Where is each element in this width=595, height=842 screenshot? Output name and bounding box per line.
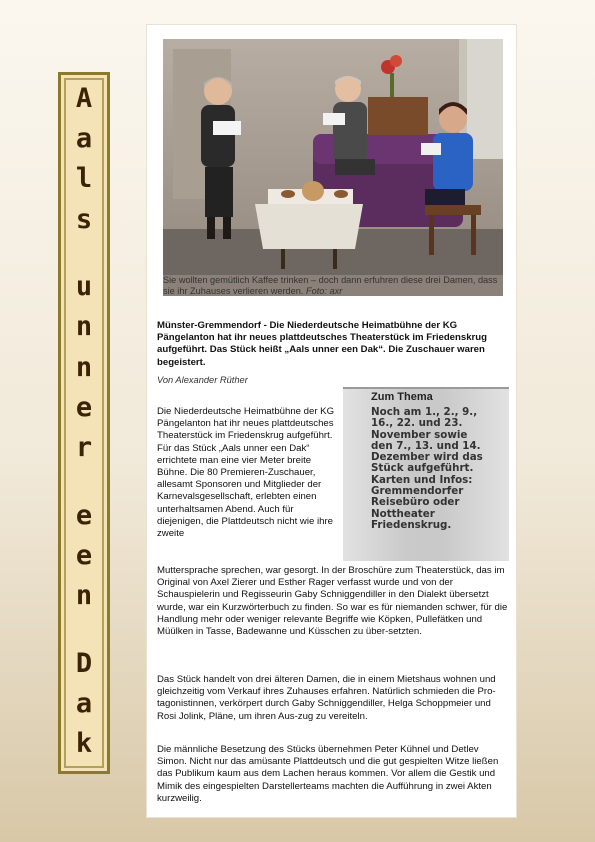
article-paragraph-1-cont: Muttersprache sprechen, war gesorgt. In der Broschüre zum Theaterstück, das im Original von Axel Zierer und Esther Rager verfasst wurde und von der Schauspielerin und Regisseurin Gaby Schniggendiller in den Dialekt übersetzt wurde, war ein Kurzwörterbuch zu finden. So war es für niemanden schwer, für die Handlung mehr oder weniger relevante Begriffe wie Köpken, Pullefätken und Müülken in Tasse, Badewanne und Küsschen zu über-setzten.: [157, 565, 508, 638]
banner-letter: s: [75, 203, 93, 235]
theater-photo: [163, 39, 503, 296]
banner-letter: u: [75, 271, 93, 303]
banner-letter: n: [75, 351, 93, 383]
banner-letter: A: [75, 83, 93, 114]
banner-letter: e: [75, 391, 93, 423]
banner-letter: a: [75, 123, 93, 155]
article-paragraph-1-column: Die Niederdeutsche Heimatbühne der KG Pängelanton hat ihr neues plattdeutsches Theaterstück im Friedenskrug aufgeführt. Für das Stück „Aals unner een Dak“ errichtete man eine vier Meter breite Bühne. Die 80 Premieren-Zuschauer, allesamt Sponsoren und Mitglieder der Karnevalsgesellschaft, erlebten einen unterhaltsamen Abend. Auch für diejenigen, die Plattdeutsch nicht wie ihre zweite: [157, 406, 335, 540]
banner-letter: l: [75, 163, 93, 195]
banner-letter: e: [75, 499, 93, 531]
article-sheet: [147, 25, 516, 817]
article-paragraph-3: Die männliche Besetzung des Stücks übernehmen Peter Kühnel und Detlev Simon. Nicht nur das amüsante Plattdeutsch und die gut gespielten Witze ließen das Publikum kaum aus dem Lachen heraus kommen. Vor allem die Gestik und Mimik des eingespielten Darstellerteams machten die Aufführung in zwei Akten kurzweilig.: [157, 744, 499, 804]
caption-text: Sie wollten gemütlich Kaffee trinken – doch dann erfuhren diese drei Damen, dass sie ihr Zuhauses verlieren werden.: [163, 275, 498, 296]
article-lead: Münster-Gremmendorf - Die Niederdeutsche Heimatbühne der KG Pängelanton hat ihr neues plattdeutsches Theaterstück im Friedenskrug aufgeführt. Das Stück heißt „Aals unner een Dak“. Die Zuschauer waren begeistert.: [157, 320, 487, 368]
banner-letter: n: [75, 580, 93, 612]
banner-letter: D: [75, 647, 93, 679]
banner-letter: e: [75, 539, 93, 571]
banner-letter: k: [75, 727, 93, 759]
banner-letter: a: [75, 687, 93, 719]
banner-letter: n: [75, 311, 93, 343]
banner-letter: r: [75, 432, 93, 464]
sidebar-body: Noch am 1., 2., 9., 16., 22. und 23. November sowie den 7., 13. und 14. Dezember wird das Stück aufgeführt. Karten und Infos: Gremmendorfer Reisebüro oder Nottheater Friedenskrug.: [371, 406, 483, 531]
article-byline: Von Alexander Rüther: [157, 375, 248, 385]
stage-scene-illustration: [163, 39, 503, 275]
sidebar-title: Zum Thema: [371, 391, 433, 403]
article-paragraph-2: Das Stück handelt von drei älteren Damen, die in einem Mietshaus wohnen und gleichzeitig vom Verkauf ihres Zuhauses erfahren. Natürlich schmieden die Pro-tagonistinnen, verkörpert durch Gaby Schniggendiller, Helga Schoppmeier und Rosi Jolink, Pläne, um ihren Aus-zug zu vereiteln.: [157, 674, 496, 722]
sidebar-zum-thema: [343, 387, 509, 561]
vertical-title-banner: [58, 72, 110, 774]
photo-credit: Foto: axr: [306, 286, 343, 296]
photo-caption: [163, 275, 503, 297]
